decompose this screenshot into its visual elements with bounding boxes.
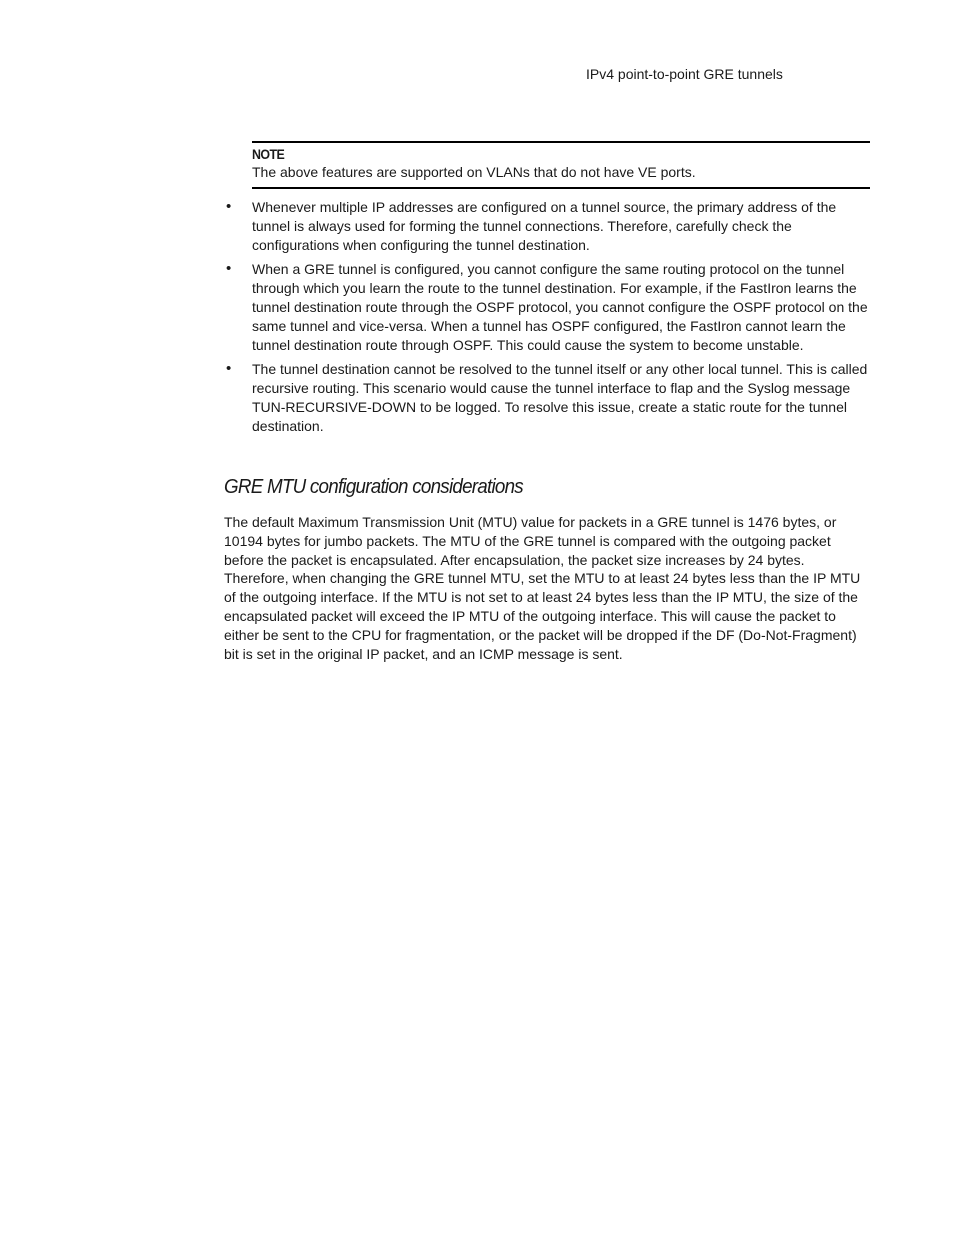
list-item-text: The tunnel destination cannot be resolved to the tunnel itself or any other local tunnel. This is called recursive routing. This scenario would cause the tunnel interface to flap and the Syslog message TUN-RECURSIVE-DOWN to be logged. To resolve this issue, create a static route for the tunnel destination. [252, 361, 868, 434]
list-item [224, 198, 870, 254]
running-header: IPv4 point-to-point GRE tunnels [586, 66, 783, 82]
bullet-marker: • [226, 260, 232, 278]
section-heading: GRE MTU configuration considerations [224, 476, 523, 498]
note-box [252, 141, 870, 189]
list-item-text: Whenever multiple IP addresses are configured on a tunnel source, the primary address of the tunnel is always used for forming the tunnel connections. Therefore, carefully check the configurations when configuring the tunnel destination. [252, 199, 837, 253]
bullet-marker: • [226, 360, 232, 378]
note-text: The above features are supported on VLANs that do not have VE ports. [252, 164, 696, 180]
list-item [224, 360, 870, 435]
bullet-list [224, 198, 870, 442]
list-item-text: When a GRE tunnel is configured, you cannot configure the same routing protocol on the tunnel through which you learn the route to the tunnel destination. For example, if the FastIron learns the tunnel destination route through the OSPF protocol, you cannot configure the OSPF protocol on the same tunnel and vice-versa. When a tunnel has OSPF configured, the FastIron cannot learn the tunnel destination route through OSPF. This could cause the system to become unstable. [252, 261, 868, 353]
bullet-marker: • [226, 198, 232, 215]
body-paragraph: The default Maximum Transmission Unit (MTU) value for packets in a GRE tunnel is 1476 bytes, or 10194 bytes for jumbo packets. The MTU of the GRE tunnel is compared with the outgoing packet before the packet is encapsulated. After encapsulation, the packet size increases by 24 bytes. Therefore, when changing the GRE tunnel MTU, set the MTU to at least 24 bytes less than the IP MTU of the outgoing interface. If the MTU is not set to at least 24 bytes less than the IP MTU, the size of the encapsulated packet will exceed the IP MTU of the outgoing interface. This will cause the packet to either be sent to the CPU for fragmentation, or the packet will be dropped if the DF (Do-Not-Fragment) bit is set in the original IP packet, and an ICMP message is sent. [224, 514, 861, 662]
list-item [224, 260, 870, 354]
note-label: NOTE [252, 147, 285, 162]
